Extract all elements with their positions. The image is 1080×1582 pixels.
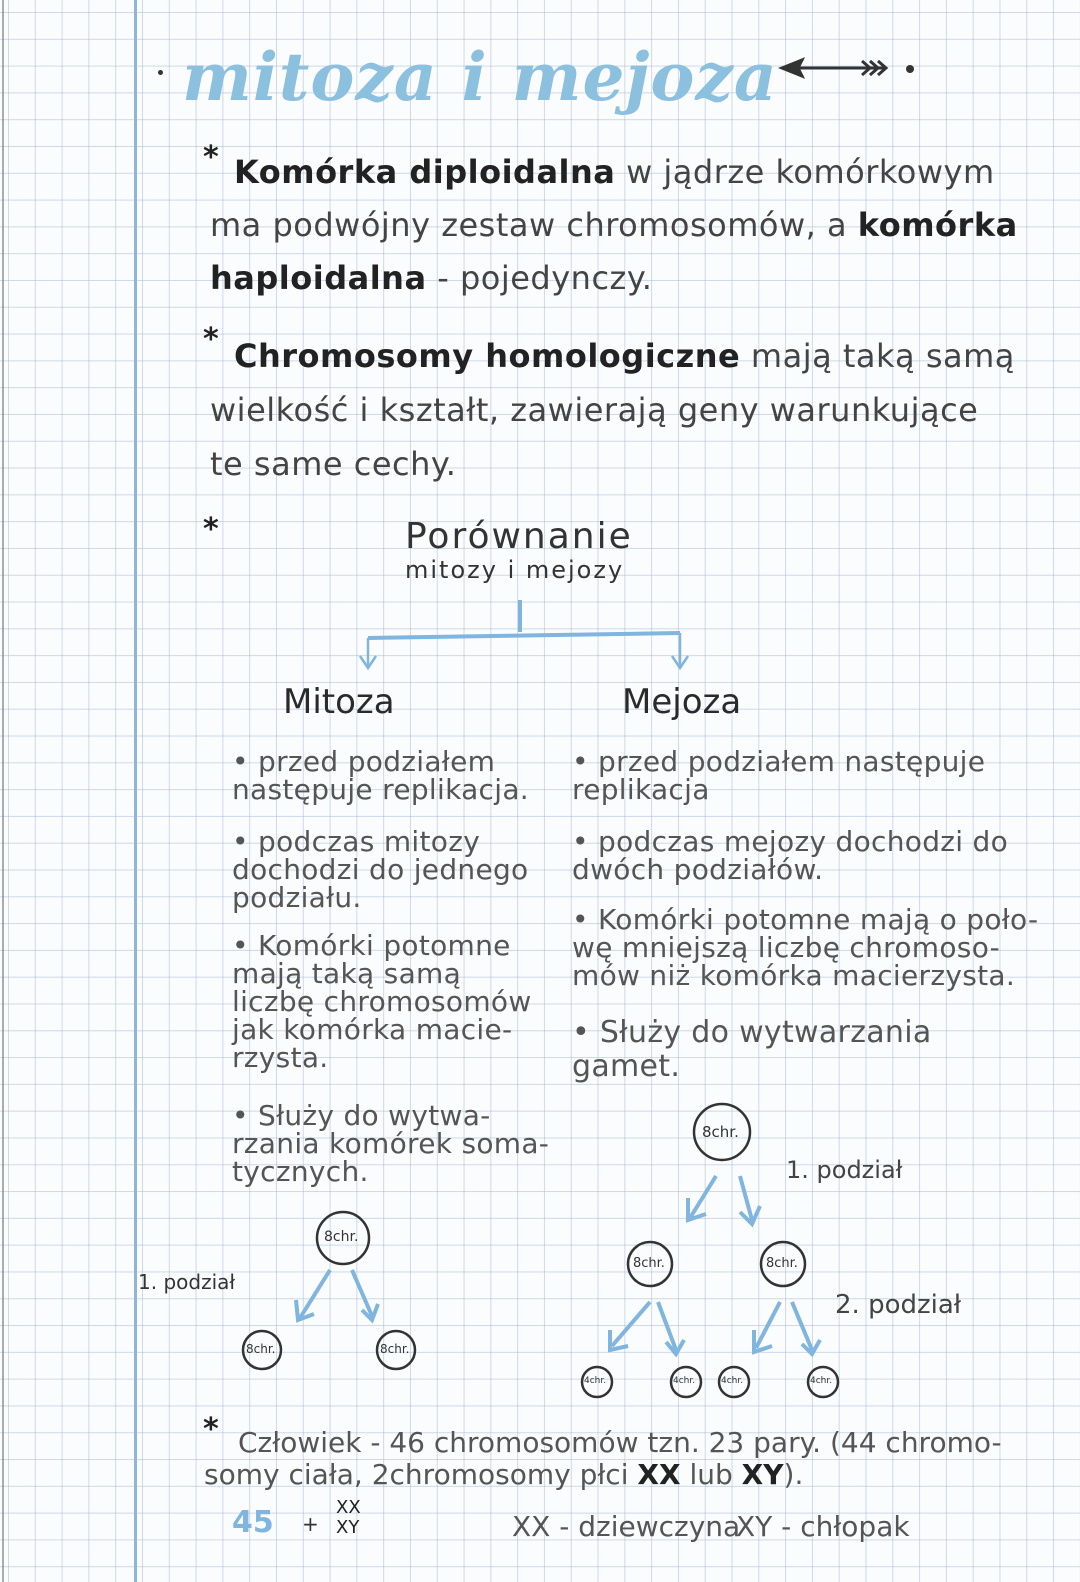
term-haploid: haploidalna: [210, 259, 427, 297]
note2-line3: te same cechy.: [210, 445, 457, 483]
note1-line3-text: - pojedynczy.: [426, 259, 653, 297]
meiosis-point-3: [572, 903, 1039, 992]
meiosis-point-1-line: replikacja: [572, 773, 710, 806]
meiosis-point-4-line: gamet.: [572, 1049, 681, 1084]
meiosis-point-2-line: dwóch podziałów.: [572, 853, 824, 886]
term-diploid: Komórka diploidalna: [234, 153, 616, 191]
male-chromosomes: XY: [741, 1458, 784, 1491]
mitosis-point-3-line: liczbę chromosomów: [232, 985, 532, 1018]
meiosis-point-4-line: • Służy do wytwarzania: [572, 1015, 932, 1050]
mitosis-point-3-line: • Komórki potomne: [232, 929, 511, 962]
mitosis-point-2: [232, 825, 529, 914]
page-title: mitoza i mejoza: [182, 38, 778, 116]
human-line1: Człowiek - 46 chromosomów tzn. 23 pary. (44 chromo-: [238, 1426, 1002, 1459]
formula-xy: XY: [336, 1517, 360, 1538]
mitosis-point-3-line: mają taką samą: [232, 957, 462, 990]
comparison-tree: [360, 600, 688, 668]
human-line2-end: ).: [783, 1458, 804, 1491]
mitosis-point-1-line: • przed podziałem: [232, 745, 496, 778]
mitosis-division-label: 1. podział: [138, 1270, 236, 1294]
meiosis-point-1-line: • przed podziałem następuje: [572, 745, 986, 778]
note1-line2: [210, 199, 1018, 252]
meiosis-point-3-line: • Komórki potomne mają o poło-: [572, 903, 1039, 936]
female-label: XX - dziewczyna: [512, 1510, 741, 1543]
human-line2: [204, 1458, 803, 1491]
mitosis-point-3-line: jak komórka macie-: [232, 1013, 513, 1046]
comparison-subheading: mitozy i mejozy: [405, 556, 625, 584]
mitosis-point-2-line: dochodzi do jednego: [232, 853, 529, 886]
mitosis-point-1-line: następuje replikacja.: [232, 773, 529, 806]
meiosis-point-3-line: wę mniejszą liczbę chromoso-: [572, 931, 1001, 964]
mitosis-heading: Mitoza: [283, 682, 395, 722]
mitosis-parent-cell: 8chr.: [324, 1229, 359, 1245]
mitosis-point-4-line: • Służy do wytwa-: [232, 1099, 491, 1132]
male-label: XY - chłopak: [736, 1510, 910, 1543]
formula-sex-chromosomes: [336, 1498, 361, 1538]
bullet-asterisk: *: [203, 140, 219, 175]
meiosis-point-2-line: • podczas mejozy dochodzi do: [572, 825, 1009, 858]
mitosis-point-2-line: podziału.: [232, 881, 362, 914]
meiosis-heading: Mejoza: [622, 682, 742, 722]
note2-line2: wielkość i kształt, zawierają geny warunkujące: [210, 391, 979, 429]
note1-line2-text: ma podwójny zestaw chromosomów, a: [210, 206, 858, 244]
mitosis-point-4-line: rzania komórek soma-: [232, 1127, 550, 1160]
meiosis-division1-label: 1. podział: [786, 1156, 903, 1184]
title-arrow-icon: [782, 60, 913, 76]
bullet-asterisk: *: [203, 512, 219, 547]
mitosis-point-4-line: tycznych.: [232, 1155, 369, 1188]
formula-xx: XX: [336, 1497, 361, 1518]
human-line2-or: lub: [680, 1458, 742, 1491]
meiosis-point-2: [572, 825, 1009, 886]
comparison-heading: Porównanie: [405, 516, 633, 557]
human-line2-text: somy ciała, 2chromosomy płci: [204, 1458, 638, 1491]
mitosis-point-3-line: rzysta.: [232, 1041, 329, 1074]
mitosis-child-cell: 8chr.: [246, 1342, 276, 1356]
formula-number: 45: [232, 1505, 274, 1540]
meiosis-level1-cell: 8chr.: [633, 1256, 665, 1271]
note1-line1-text: w jądrze komórkowym: [615, 153, 995, 191]
meiosis-level1-cell: 8chr.: [766, 1256, 798, 1271]
meiosis-division2-label: 2. podział: [835, 1290, 962, 1320]
term-cell: komórka: [857, 206, 1018, 244]
meiosis-level2-cell: 4chr.: [584, 1376, 607, 1386]
bullet-asterisk: *: [203, 1412, 219, 1447]
note1-line3: [210, 252, 652, 305]
meiosis-level2-cell: 4chr.: [673, 1376, 696, 1386]
meiosis-diagram: [582, 1104, 838, 1397]
meiosis-point-3-line: mów niż komórka macierzysta.: [572, 959, 1016, 992]
mitosis-point-3: [232, 929, 532, 1074]
mitosis-child-cell: 8chr.: [380, 1342, 410, 1356]
meiosis-point-1: [572, 745, 986, 806]
bullet-asterisk: *: [203, 322, 219, 357]
meiosis-parent-cell: 8chr.: [702, 1123, 739, 1141]
meiosis-point-4: [572, 1016, 932, 1084]
female-chromosomes: XX: [637, 1458, 681, 1491]
note2-line1-text: mają taką samą: [740, 337, 1015, 375]
note1-line1: [234, 146, 995, 199]
meiosis-level2-cell: 4chr.: [810, 1376, 833, 1386]
mitosis-point-2-line: • podczas mitozy: [232, 825, 481, 858]
mitosis-point-1: [232, 745, 529, 806]
formula-plus: +: [302, 1512, 319, 1536]
meiosis-level2-cell: 4chr.: [721, 1376, 744, 1386]
mitosis-point-4: [232, 1099, 550, 1188]
note2-line1: [234, 330, 1015, 383]
term-homologous: Chromosomy homologiczne: [234, 337, 741, 375]
